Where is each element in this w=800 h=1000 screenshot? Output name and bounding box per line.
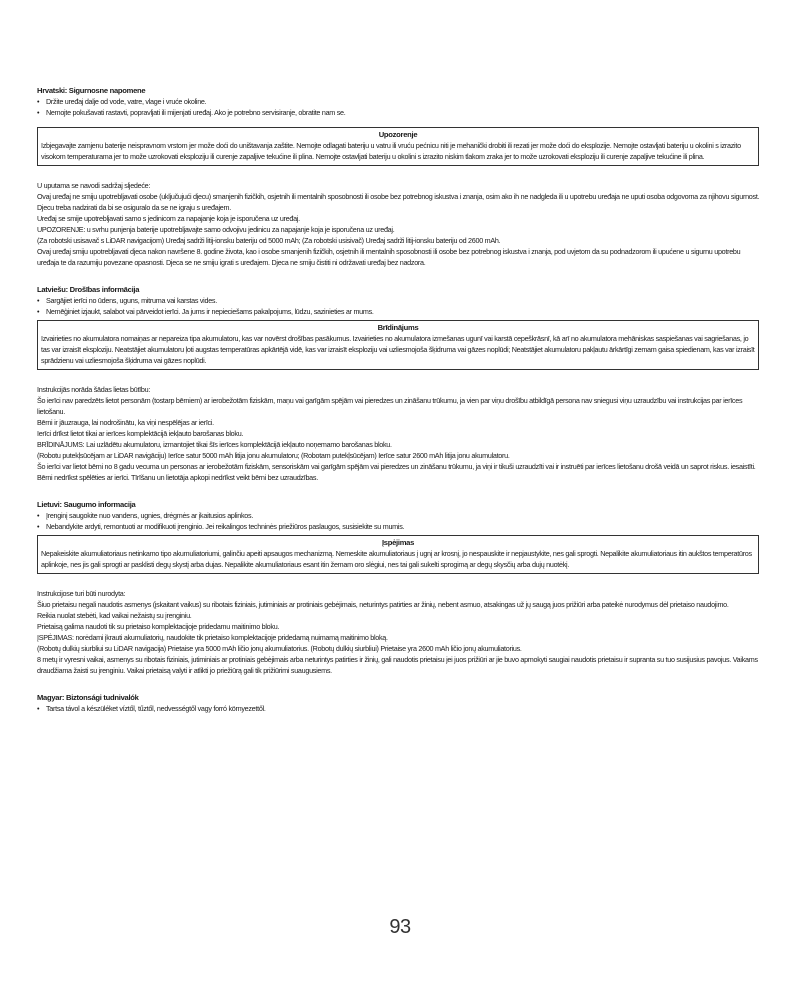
warning-title: Brīdinājums bbox=[377, 323, 419, 332]
paragraph: Ovaj uređaj ne smiju upotrebljavati osobe (uključujući djecu) smanjenih fizičkih, osjetnih ili mentalnih sposobnosti ili osobe bez potrebnog iskustva i znanja, osim ako ih ne nadgleda ili u upotrebu uređaja ne uputi osoba odgovorna za njihovu sigurnost. bbox=[37, 192, 760, 201]
section-croatian bbox=[37, 85, 761, 268]
warning-text: Izbjegavajte zamjenu baterije neispravnom vrstom jer može doći do uništavanja zaštite. Nemojte odlagati bateriju u vatru ili vruću pećnicu niti je mehanički drobiti ili rezati jer može doći do eksplozije. Nemojte ostavljati bateriju u okolini s izrazito visokom temperaturama jer to može uzrokovati eksploziju ili curenje zapaljive tekućine ili plina. Nemojte ostavljati bateriju u okolini s izrazito niskim tlakom zraka jer to može uzrokovati eksploziju ili curenje zapaljive tekućine ili plina. bbox=[41, 141, 741, 161]
bullet-item: • Nebandykite ardyti, remontuoti ar modifikuoti įrenginio. Jei reikalingos techninės priežiūros paslaugos, susisiekite su mumis. bbox=[37, 521, 761, 532]
paragraph: (Robotų dulkių siurbliui su LiDAR navigacija) Prietaise yra 5000 mAh ličio jonų akumuliatorius. (Robotų dulkių siurbliui) Prietaise yra 2600 mAh ličio jonų akumuliatorius. bbox=[37, 644, 522, 653]
paragraph: Instrukcijās norāda šādas lietas būtību: bbox=[37, 385, 151, 394]
bullet-item: • Įrenginį saugokite nuo vandens, ugnies, drėgmės ar įkaitusios aplinkos. bbox=[37, 510, 761, 521]
paragraph: Instrukcijose turi būti nurodyta: bbox=[37, 589, 126, 598]
section-title: Magyar: Biztonsági tudnivalók bbox=[37, 693, 139, 702]
section-latvian bbox=[37, 284, 761, 483]
paragraph: 8 metų ir vyresni vaikai, asmenys su ribotais fiziniais, jutiminiais ar protiniais gebėjimais arba neturintys patirties ir žinių, gali naudotis prietaisu jei juos prižiūri ar jie buvo apmokyti saugiai naudotis prietaisu ir supranta su tuo susijusius pavojus. Vaikams draudžiama žaisti su įrenginiu. Vaikai prietaisą valyti ir atlikti jo priežiūrą gali tik prižiūrimi suaugusiems. bbox=[37, 655, 758, 675]
section-hungarian bbox=[37, 692, 761, 714]
manual-page bbox=[37, 85, 761, 714]
paragraph: Bērni ir jāuzrauga, lai nodrošinātu, ka viņi nespēlējas ar ierīci. bbox=[37, 418, 214, 427]
page-number: 93 bbox=[389, 916, 411, 938]
paragraph: (Za robotski usisavač s LiDAR navigacijom) Uređaj sadrži litij-ionsku bateriju od 5000 mAh; (Za robotski usisivač) Uređaj sadrži litij-ionsku bateriju od 2600 mAh. bbox=[37, 236, 501, 245]
paragraph: Šo ierīci nav paredzēts lietot personām (tostarp bērniem) ar ierobežotām fiziskām, maņu vai garīgām spējām vai pieredzes un zināšanu trūkumu, ja vien par viņu drošību atbildīgā persona nav sniegusi viņu uzraudzību vai instrukcijas par ierīces lietošanu. bbox=[37, 396, 743, 416]
instructions-block bbox=[37, 180, 761, 268]
bullet-list bbox=[37, 295, 761, 317]
bullet-list bbox=[37, 703, 761, 714]
warning-box bbox=[37, 127, 759, 166]
paragraph: Uređaj se smije upotrebljavati samo s jedinicom za napajanje koja je isporučena uz uređaj. bbox=[37, 214, 300, 223]
section-lithuanian bbox=[37, 499, 761, 676]
paragraph: Prietaisą galima naudoti tik su prietaiso komplektacijoje pridedamu maitinimo bloku. bbox=[37, 622, 280, 631]
paragraph: U uputama se navodi sadržaj sljedeće: bbox=[37, 181, 151, 190]
section-title: Latviešu: Drošības informācija bbox=[37, 285, 140, 294]
paragraph: ĮSPĖJIMAS: norėdami įkrauti akumuliatorių, naudokite tik prietaiso komplektacijoje pridedamą nuimamą maitinimo bloką. bbox=[37, 633, 388, 642]
warning-title: Įspėjimas bbox=[381, 538, 415, 547]
paragraph: UPOZORENJE: u svrhu punjenja baterije upotrebljavajte samo odvojivu jedinicu za napajanje koja je isporučena uz uređaj. bbox=[37, 225, 395, 234]
bullet-item: • Tartsa távol a készüléket víztől, tűztől, nedvességtől vagy forró környezettől. bbox=[37, 703, 761, 714]
section-title: Lietuvi: Saugumo informacija bbox=[37, 500, 136, 509]
paragraph: Šiuo prietaisu negali naudotis asmenys (įskaitant vaikus) su ribotais fiziniais, jutiminiais ar protiniais gebėjimais, neturintys patirties ar žinių, nebent asmuo, atsakingas už jų saugą juos prižiūri arba pateikė nurodymus dėl prietaiso naudojimo. bbox=[37, 600, 729, 609]
paragraph: Šo ierīci var lietot bērni no 8 gadu vecuma un personas ar ierobežotām fiziskām, sensoriskām vai garīgām spējām vai pieredzes un zināšanu trūkumu, ja viņi ir tikuši uzraudzīti vai ir instruēti par ierīces lietošanu drošā veidā un saprot riskus. iesaistīti. Bērni nedrīkst spēlēties ar ierīci. Tīrīšanu un lietotāja apkopi nedrīkst veikt bērni bez uzraudzības. bbox=[37, 462, 756, 482]
warning-title: Upozorenje bbox=[378, 130, 418, 139]
paragraph: BRĪDINĀJUMS: Lai uzlādētu akumulatoru, izmantojiet tikai šīs ierīces komplektācijā iekļauto noņemamo barošanas bloku. bbox=[37, 440, 392, 449]
bullet-item: • Sargājiet ierīci no ūdens, uguns, mitruma vai karstas vides. bbox=[37, 295, 761, 306]
paragraph: (Robotu putekļsūcējam ar LiDAR navigāciju) Ierīce satur 5000 mAh litija jonu akumulatoru; (Robotam putekļsūcējam) Ierīce satur 2600 mAh litija jonu akumulatoru. bbox=[37, 451, 510, 460]
paragraph: Reikia nuolat stebėti, kad vaikai nežaistų su įrenginiu. bbox=[37, 611, 192, 620]
paragraph: Ierīci drīkst lietot tikai ar ierīces komplektācijā iekļauto barošanas bloku. bbox=[37, 429, 244, 438]
warning-text: Nepakeiskite akumuliatoriaus netinkamo tipo akumuliatoriumi, galinčiu apeiti apsaugos mechanizmą. Nemeskite akumuliatoriaus į ugnį ar krosnį, jo nespauskite ir nepjaustykite, nes gali sprogti. Nepalikite akumuliatoriaus itin aukštos temperatūros aplinkoje, nes jis gali sprogti ar pasklisti degų skystį arba dujas. Nepalikite akumuliatoriaus esant itin žemam oro slėgiui, nes tai gali sukelti sprogimą ar degų skysčių arba dujų nuotėkį. bbox=[41, 549, 752, 569]
paragraph: Ovaj uređaj smiju upotrebljavati djeca nakon navršene 8. godine života, kao i osobe smanjenih fizičkih, osjetnih ili mentalnih sposobnosti ili osobe bez potrebnog iskustva i znanja, pod uvjetom da su podnadzorom ili upućene u sigurnu upotrebu uređaja te da razumiju povezane opasnosti. Djeca se ne smiju igrati s uređajem. Djeca ne smiju čistiti ni održavati uređaj bez nadzora. bbox=[37, 247, 741, 267]
section-title: Hrvatski: Sigurnosne napomene bbox=[37, 86, 146, 95]
bullet-item: • Nemēģiniet izjaukt, salabot vai pārveidot ierīci. Ja jums ir nepieciešams pakalpojums, lūdzu, sazinieties ar mums. bbox=[37, 306, 761, 317]
instructions-block bbox=[37, 588, 761, 676]
paragraph: Djecu treba nadzirati da bi se osiguralo da se ne igraju s uređajem. bbox=[37, 203, 231, 212]
instructions-block bbox=[37, 384, 761, 483]
bullet-list bbox=[37, 96, 761, 118]
bullet-item: • Nemojte pokušavati rastavti, popravljati ili mijenjati uređaj. Ako je potrebno servisiranje, obratite nam se. bbox=[37, 107, 761, 118]
warning-text: Izvairieties no akumulatora nomaiņas ar nepareiza tipa akumulatoru, kas var novērst drošības pasākumus. Izvairieties no akumulatora izmešanas ugunī vai karstā cepeškrāsnī, kā arī no akumulatora mehāniskas saspiešanas vai sagriešanas, jo tas var izraisīt eksploziju. Neatstājiet akumulatoru ļoti augstas temperatūras apkārtējā vidē, kas var izraisīt eksploziju vai uzliesmojoša šķidruma vai gāzes noplūdi; Neatstājiet akumulatoru pakļautu ārkārtīgi zemam gaisa spiedienam, kas var izraisīt sprādzienu vai uzliesmojoša šķidruma vai gāzes noplūdi. bbox=[41, 334, 755, 365]
bullet-list bbox=[37, 510, 761, 532]
warning-box bbox=[37, 320, 759, 370]
warning-box bbox=[37, 535, 759, 574]
bullet-item: • Držite uređaj dalje od vode, vatre, vlage i vruće okoline. bbox=[37, 96, 761, 107]
